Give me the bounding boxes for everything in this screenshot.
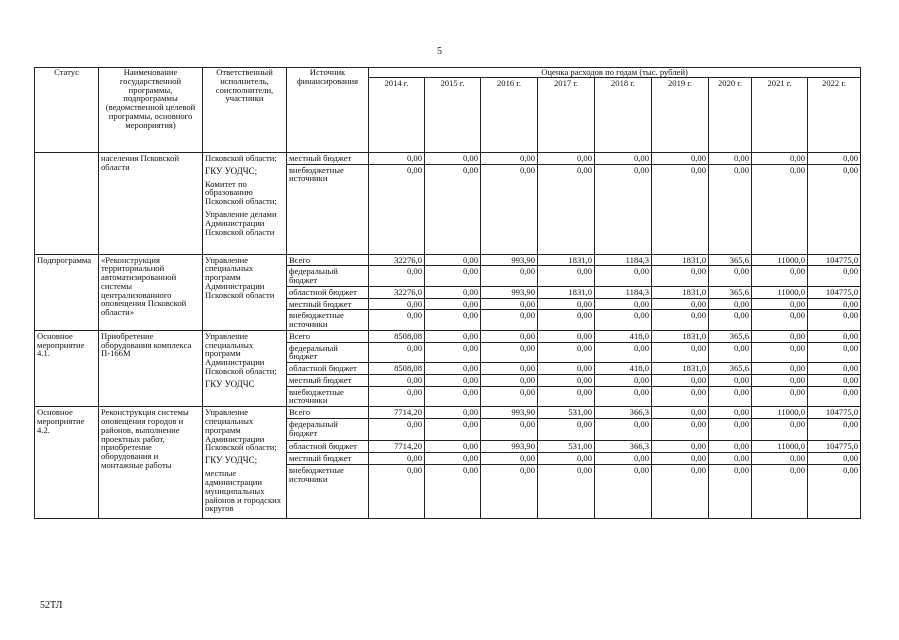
value-cell: 366,3 bbox=[595, 407, 652, 419]
value-cell: 0,00 bbox=[752, 266, 808, 287]
value-cell: 0,00 bbox=[595, 266, 652, 287]
value-cell: 0,00 bbox=[538, 386, 595, 407]
responsible-cell bbox=[203, 254, 287, 330]
value-cell: 0,00 bbox=[369, 374, 425, 386]
value-cell: 365,6 bbox=[709, 286, 752, 298]
value-cell: 1831,0 bbox=[652, 330, 709, 342]
source-cell: федеральный бюджет bbox=[287, 419, 369, 440]
value-cell: 1831,0 bbox=[652, 254, 709, 266]
header-year: 2016 г. bbox=[481, 77, 538, 152]
value-cell: 0,00 bbox=[752, 363, 808, 375]
footer-code: 52ТЛ bbox=[40, 600, 63, 611]
value-cell: 0,00 bbox=[425, 330, 481, 342]
source-cell: местный бюджет bbox=[287, 452, 369, 464]
value-cell: 0,00 bbox=[369, 452, 425, 464]
value-cell: 0,00 bbox=[369, 465, 425, 519]
value-cell: 0,00 bbox=[425, 465, 481, 519]
value-cell: 0,00 bbox=[481, 452, 538, 464]
value-cell: 0,00 bbox=[369, 152, 425, 164]
value-cell: 0,00 bbox=[369, 266, 425, 287]
value-cell: 0,00 bbox=[752, 298, 808, 310]
value-cell: 104775,0 bbox=[808, 440, 861, 452]
value-cell: 11000,0 bbox=[752, 286, 808, 298]
value-cell: 993,90 bbox=[481, 254, 538, 266]
value-cell: 0,00 bbox=[425, 363, 481, 375]
value-cell: 0,00 bbox=[425, 310, 481, 331]
name-cell: населения Псковской области bbox=[99, 152, 203, 254]
name-cell: «Реконструкция территориальной автоматизированной системы централизованного оповещения Псковской области» bbox=[99, 254, 203, 330]
value-cell: 32276,0 bbox=[369, 286, 425, 298]
value-cell: 0,00 bbox=[652, 164, 709, 254]
source-cell: внебюджетные источники bbox=[287, 164, 369, 254]
table-row bbox=[35, 254, 861, 266]
value-cell: 0,00 bbox=[425, 266, 481, 287]
responsible-entry: Комитет по образованию Псковской области; bbox=[205, 178, 277, 207]
value-cell: 0,00 bbox=[425, 152, 481, 164]
header-year: 2021 г. bbox=[752, 77, 808, 152]
value-cell: 0,00 bbox=[369, 164, 425, 254]
value-cell: 0,00 bbox=[425, 298, 481, 310]
value-cell: 0,00 bbox=[595, 374, 652, 386]
header-year: 2018 г. bbox=[595, 77, 652, 152]
value-cell: 0,00 bbox=[808, 386, 861, 407]
value-cell: 0,00 bbox=[652, 465, 709, 519]
value-cell: 366,3 bbox=[595, 440, 652, 452]
value-cell: 0,00 bbox=[808, 330, 861, 342]
value-cell: 0,00 bbox=[595, 152, 652, 164]
value-cell: 0,00 bbox=[709, 386, 752, 407]
value-cell: 104775,0 bbox=[808, 407, 861, 419]
responsible-cell bbox=[203, 407, 287, 519]
value-cell: 32276,0 bbox=[369, 254, 425, 266]
value-cell: 0,00 bbox=[709, 374, 752, 386]
value-cell: 0,00 bbox=[425, 440, 481, 452]
value-cell: 0,00 bbox=[752, 310, 808, 331]
value-cell: 0,00 bbox=[652, 407, 709, 419]
value-cell: 0,00 bbox=[425, 407, 481, 419]
source-cell: федеральный бюджет bbox=[287, 342, 369, 363]
responsible-entry: ГКУ УОДЧС; bbox=[205, 165, 258, 176]
value-cell: 993,90 bbox=[481, 407, 538, 419]
value-cell: 0,00 bbox=[709, 152, 752, 164]
header-year: 2019 г. bbox=[652, 77, 709, 152]
source-cell: внебюджетные источники bbox=[287, 465, 369, 519]
header-year: 2014 г. bbox=[369, 77, 425, 152]
value-cell: 1831,0 bbox=[652, 286, 709, 298]
header-year: 2017 г. bbox=[538, 77, 595, 152]
table-row bbox=[35, 330, 861, 342]
value-cell: 0,00 bbox=[652, 152, 709, 164]
value-cell: 0,00 bbox=[652, 310, 709, 331]
value-cell: 8508,08 bbox=[369, 363, 425, 375]
value-cell: 0,00 bbox=[538, 330, 595, 342]
value-cell: 0,00 bbox=[752, 342, 808, 363]
source-cell: областной бюджет bbox=[287, 363, 369, 375]
header-row-top bbox=[35, 68, 861, 78]
responsible-entry: Управление специальных программ Администрации Псковской области; bbox=[205, 407, 277, 453]
value-cell: 0,00 bbox=[481, 363, 538, 375]
value-cell: 0,00 bbox=[595, 298, 652, 310]
value-cell: 0,00 bbox=[652, 452, 709, 464]
source-cell: областной бюджет bbox=[287, 286, 369, 298]
value-cell: 11000,0 bbox=[752, 407, 808, 419]
value-cell: 0,00 bbox=[595, 419, 652, 440]
value-cell: 0,00 bbox=[808, 452, 861, 464]
value-cell: 0,00 bbox=[595, 452, 652, 464]
value-cell: 0,00 bbox=[808, 465, 861, 519]
value-cell: 418,0 bbox=[595, 330, 652, 342]
value-cell: 993,90 bbox=[481, 286, 538, 298]
value-cell: 0,00 bbox=[369, 342, 425, 363]
value-cell: 0,00 bbox=[595, 342, 652, 363]
header-status: Статус bbox=[35, 68, 99, 153]
value-cell: 0,00 bbox=[425, 286, 481, 298]
value-cell: 531,00 bbox=[538, 407, 595, 419]
value-cell: 0,00 bbox=[595, 465, 652, 519]
status-cell bbox=[35, 152, 99, 254]
source-cell: областной бюджет bbox=[287, 440, 369, 452]
value-cell: 0,00 bbox=[752, 465, 808, 519]
value-cell: 993,90 bbox=[481, 440, 538, 452]
value-cell: 0,00 bbox=[709, 310, 752, 331]
source-cell: местный бюджет bbox=[287, 152, 369, 164]
status-cell: Основное мероприятие 4.1. bbox=[35, 330, 99, 406]
value-cell: 0,00 bbox=[538, 419, 595, 440]
value-cell: 0,00 bbox=[652, 298, 709, 310]
value-cell: 0,00 bbox=[808, 310, 861, 331]
value-cell: 0,00 bbox=[752, 452, 808, 464]
value-cell: 0,00 bbox=[538, 310, 595, 331]
source-cell: федеральный бюджет bbox=[287, 266, 369, 287]
value-cell: 0,00 bbox=[369, 298, 425, 310]
value-cell: 0,00 bbox=[425, 164, 481, 254]
value-cell: 0,00 bbox=[808, 164, 861, 254]
value-cell: 0,00 bbox=[481, 298, 538, 310]
value-cell: 0,00 bbox=[752, 374, 808, 386]
value-cell: 0,00 bbox=[425, 419, 481, 440]
value-cell: 0,00 bbox=[425, 254, 481, 266]
value-cell: 0,00 bbox=[652, 266, 709, 287]
value-cell: 0,00 bbox=[709, 164, 752, 254]
source-cell: Всего bbox=[287, 254, 369, 266]
value-cell: 0,00 bbox=[752, 330, 808, 342]
responsible-entry: Управление специальных программ Администрации Псковской области bbox=[205, 254, 275, 300]
value-cell: 0,00 bbox=[538, 363, 595, 375]
value-cell: 0,00 bbox=[369, 419, 425, 440]
value-cell: 0,00 bbox=[808, 363, 861, 375]
value-cell: 0,00 bbox=[538, 298, 595, 310]
source-cell: местный бюджет bbox=[287, 298, 369, 310]
value-cell: 0,00 bbox=[709, 407, 752, 419]
header-name: Наименование государственной программы, подпрограммы (ведомственной целевой программы, основного мероприятия) bbox=[99, 68, 203, 153]
value-cell: 0,00 bbox=[369, 386, 425, 407]
responsible-cell bbox=[203, 152, 287, 254]
responsible-entry: Управление делами Администрации Псковской области bbox=[205, 209, 277, 237]
value-cell: 0,00 bbox=[595, 386, 652, 407]
table-body bbox=[35, 152, 861, 518]
header-year: 2015 г. bbox=[425, 77, 481, 152]
value-cell: 0,00 bbox=[709, 342, 752, 363]
name-cell: Приобретение оборудования комплекса П-166М bbox=[99, 330, 203, 406]
value-cell: 1184,3 bbox=[595, 254, 652, 266]
page-number: 5 bbox=[437, 46, 442, 57]
header-responsible: Ответственный исполнитель, соисполнители, участники bbox=[203, 68, 287, 153]
value-cell: 531,00 bbox=[538, 440, 595, 452]
source-cell: внебюджетные источники bbox=[287, 386, 369, 407]
value-cell: 0,00 bbox=[808, 298, 861, 310]
value-cell: 1831,0 bbox=[538, 254, 595, 266]
source-cell: Всего bbox=[287, 330, 369, 342]
responsible-entry: Псковской области; bbox=[205, 152, 277, 163]
value-cell: 0,00 bbox=[709, 465, 752, 519]
value-cell: 0,00 bbox=[652, 374, 709, 386]
value-cell: 0,00 bbox=[481, 152, 538, 164]
value-cell: 0,00 bbox=[481, 342, 538, 363]
value-cell: 0,00 bbox=[425, 452, 481, 464]
table-row bbox=[35, 152, 861, 164]
source-cell: Всего bbox=[287, 407, 369, 419]
budget-table bbox=[34, 67, 861, 519]
value-cell: 0,00 bbox=[481, 310, 538, 331]
value-cell: 1831,0 bbox=[538, 286, 595, 298]
value-cell: 0,00 bbox=[538, 374, 595, 386]
header-year: 2020 г. bbox=[709, 77, 752, 152]
value-cell: 0,00 bbox=[808, 342, 861, 363]
value-cell: 0,00 bbox=[752, 419, 808, 440]
value-cell: 0,00 bbox=[709, 266, 752, 287]
value-cell: 0,00 bbox=[538, 152, 595, 164]
value-cell: 1184,3 bbox=[595, 286, 652, 298]
responsible-cell bbox=[203, 330, 287, 406]
value-cell: 0,00 bbox=[481, 266, 538, 287]
table-row bbox=[35, 407, 861, 419]
value-cell: 7714,20 bbox=[369, 440, 425, 452]
status-cell: Основное мероприятие 4.2. bbox=[35, 407, 99, 519]
value-cell: 0,00 bbox=[481, 330, 538, 342]
value-cell: 0,00 bbox=[652, 386, 709, 407]
responsible-entry: ГКУ УОДЧС; bbox=[205, 455, 258, 466]
value-cell: 0,00 bbox=[752, 164, 808, 254]
value-cell: 0,00 bbox=[481, 419, 538, 440]
value-cell: 0,00 bbox=[752, 386, 808, 407]
value-cell: 0,00 bbox=[808, 266, 861, 287]
value-cell: 0,00 bbox=[538, 452, 595, 464]
responsible-entry: местные администрации муниципальных районов и городских округов bbox=[205, 468, 282, 514]
value-cell: 7714,20 bbox=[369, 407, 425, 419]
value-cell: 104775,0 bbox=[808, 254, 861, 266]
value-cell: 0,00 bbox=[425, 374, 481, 386]
header-source: Источник финансирования bbox=[287, 68, 369, 153]
value-cell: 0,00 bbox=[752, 152, 808, 164]
status-cell: Подпрограмма bbox=[35, 254, 99, 330]
value-cell: 0,00 bbox=[595, 310, 652, 331]
value-cell: 0,00 bbox=[481, 164, 538, 254]
value-cell: 0,00 bbox=[538, 266, 595, 287]
value-cell: 0,00 bbox=[709, 298, 752, 310]
value-cell: 11000,0 bbox=[752, 254, 808, 266]
value-cell: 0,00 bbox=[652, 342, 709, 363]
name-cell: Реконструкция системы оповещения городов и районов, выполнение проектных работ, приобретение оборудования и монтажные работы bbox=[99, 407, 203, 519]
value-cell: 0,00 bbox=[425, 386, 481, 407]
value-cell: 365,6 bbox=[709, 254, 752, 266]
value-cell: 0,00 bbox=[709, 440, 752, 452]
header-year: 2022 г. bbox=[808, 77, 861, 152]
source-cell: местный бюджет bbox=[287, 374, 369, 386]
value-cell: 0,00 bbox=[538, 342, 595, 363]
value-cell: 0,00 bbox=[808, 419, 861, 440]
value-cell: 0,00 bbox=[538, 465, 595, 519]
value-cell: 0,00 bbox=[652, 440, 709, 452]
value-cell: 0,00 bbox=[481, 386, 538, 407]
value-cell: 104775,0 bbox=[808, 286, 861, 298]
value-cell: 0,00 bbox=[538, 164, 595, 254]
value-cell: 11000,0 bbox=[752, 440, 808, 452]
value-cell: 0,00 bbox=[709, 452, 752, 464]
value-cell: 8508,08 bbox=[369, 330, 425, 342]
value-cell: 365,6 bbox=[709, 330, 752, 342]
value-cell: 0,00 bbox=[481, 465, 538, 519]
value-cell: 365,6 bbox=[709, 363, 752, 375]
value-cell: 0,00 bbox=[425, 342, 481, 363]
value-cell: 1831,0 bbox=[652, 363, 709, 375]
responsible-entry: Управление специальных программ Администрации Псковской области; bbox=[205, 330, 277, 376]
value-cell: 0,00 bbox=[709, 419, 752, 440]
value-cell: 0,00 bbox=[808, 374, 861, 386]
value-cell: 0,00 bbox=[481, 374, 538, 386]
value-cell: 418,0 bbox=[595, 363, 652, 375]
value-cell: 0,00 bbox=[652, 419, 709, 440]
value-cell: 0,00 bbox=[808, 152, 861, 164]
value-cell: 0,00 bbox=[369, 310, 425, 331]
responsible-entry: ГКУ УОДЧС bbox=[205, 378, 255, 389]
header-estimate: Оценка расходов по годам (тыс. рублей) bbox=[369, 68, 861, 78]
source-cell: внебюджетные источники bbox=[287, 310, 369, 331]
value-cell: 0,00 bbox=[595, 164, 652, 254]
